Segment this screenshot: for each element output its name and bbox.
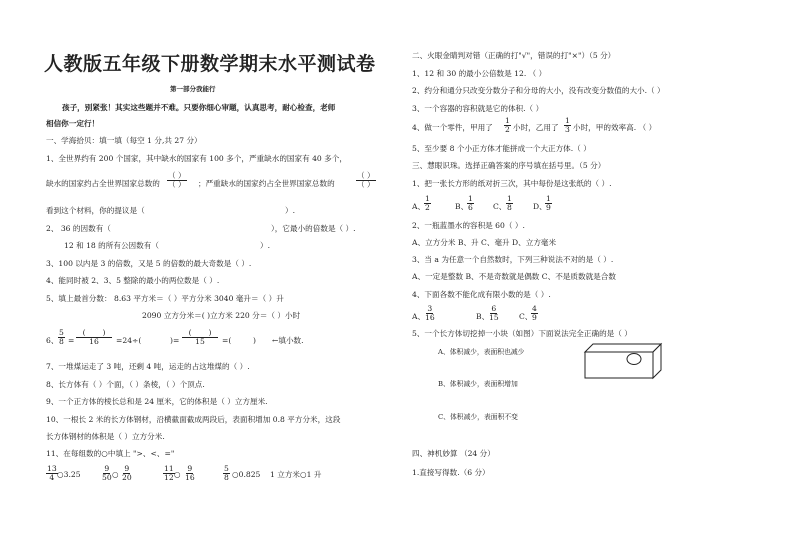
q2-line-b-end: ）. [260, 241, 271, 250]
fraction-5-8: $\frac{5}{8}$ [59, 328, 64, 346]
option-c[interactable]: C、 [493, 202, 507, 211]
choice-4: 4、下面各数不能化成有限小数的是（ ）. [412, 290, 551, 299]
choice-2-options[interactable]: A、立方分米 B、升 C、毫升 D、立方毫米 [412, 238, 557, 247]
judge-4c: 小时，甲的效率高. （ ） [573, 123, 657, 132]
cuboid-figure [583, 342, 663, 380]
part1-heading: 第一部分我能行 [170, 85, 216, 93]
judge-5: 5、至少要 8 个小正方体才能拼成一个大正方体.（ ） [412, 144, 591, 153]
choice-3: 3、当 a 为任意一个自然数时，下列三种说法不对的是（ ）. [412, 255, 614, 264]
option-b-4[interactable]: B、 [476, 312, 490, 321]
blank-fraction[interactable]: ( ) 16 [76, 329, 112, 345]
compare-1[interactable]: ○3.25 [57, 470, 81, 479]
choice-5-a[interactable]: A、体积减少，表面积也减少 [438, 348, 525, 356]
blank-fraction[interactable]: （ ） （ ） [357, 171, 375, 189]
q11: 11、在每组数的○中填上 ">、<、=" [46, 449, 175, 458]
choice-5-b[interactable]: B、体积减少，表面积增加 [438, 380, 518, 388]
section3-heading: 三、慧眼识珠。选择正确答案的序号填在括号里。（5 分） [412, 161, 606, 170]
compare-4[interactable]: ○0.825 [232, 470, 261, 479]
q2-line-a-end: ），它最小的倍数是（ ）. [271, 224, 356, 233]
fraction-11-12: $\frac{11}{12}$ [164, 464, 174, 482]
q5-line-a: 5、填上最首分数： 8.63 平方米＝（ ）平方分米 3040 毫升＝（ ）升 [46, 294, 284, 303]
q6-end: ←填小数. [272, 336, 304, 345]
page-title: 人教版五年级下册数学期末水平测试卷 [44, 53, 376, 75]
section4-heading: 四、神机妙算 （24 分） [412, 449, 495, 458]
fraction-blank-15[interactable]: ( ) 15 [182, 329, 218, 345]
fraction-1-3: $\frac{1}{3}$ [565, 116, 570, 134]
fraction-9-20: $\frac{9}{20}$ [122, 464, 132, 482]
fraction-6-15: $\frac{6}{15}$ [489, 304, 499, 322]
fraction-9-16: $\frac{9}{16}$ [185, 464, 195, 482]
section1-heading: 一、学海拾贝：填一填（每空 1 分,共 27 分） [46, 136, 202, 145]
compare-2[interactable]: ○ [112, 470, 119, 479]
q6-eq1: =24÷( [116, 336, 142, 345]
judge-3: 3、一个容器的容积就是它的体积.（ ） [412, 104, 544, 113]
choice-3-options[interactable]: A、一定是整数 B、不是奇数就是偶数 C、不是质数就是合数 [412, 272, 616, 281]
q6-eq2: )= [170, 336, 180, 345]
q1-line-d: 看到这个材料，你的提议是（ [46, 206, 145, 215]
fraction-4-9: $\frac{4}{9}$ [532, 304, 537, 322]
fraction-1-2-opt: $\frac{1}{2}$ [425, 194, 430, 212]
q7: 7、一堆煤运走了 3 吨，还剩 4 吨，运走的占这堆煤的（ ）. [46, 362, 250, 371]
q9: 9、一个正方体的棱长总和是 24 厘米，它的体积是（ ）立方厘米. [46, 397, 268, 406]
fraction-5-8-b: $\frac{5}{8}$ [224, 464, 229, 482]
choice-5: 5、一个长方体切挖掉一小块（如图）下面说法完全正确的是（ ） [412, 329, 632, 338]
judge-1: 1、12 和 30 的最小公倍数是 12. （ ） [412, 69, 547, 78]
q8: 8、长方体有（ ）个面，（ ）条棱，（ ）个顶点. [46, 380, 205, 389]
q1-line-d-end: ）. [285, 206, 296, 215]
fraction-1-9: $\frac{1}{9}$ [546, 194, 551, 212]
option-a[interactable]: A、 [412, 202, 426, 211]
judge-4a: 4、做一个零件，甲用了 [412, 123, 493, 132]
section4-sub-1: 1.直接写得数.（6 分） [412, 468, 490, 477]
q1-line-b: 缺水的国家约占全世界国家总数的 [46, 179, 160, 188]
option-c-4[interactable]: C、 [519, 312, 533, 321]
q3: 3、100 以内是 3 的倍数，又是 5 的倍数的最大奇数是（ ）. [46, 259, 252, 268]
compare-3[interactable]: ○ [174, 470, 181, 479]
judge-4b: 小时，乙用了 [513, 123, 559, 132]
choice-1: 1、把一张长方形的纸对折三次，其中每份是这张纸的（ ）. [412, 179, 612, 188]
section2-heading: 二、火眼金睛判对错（正确的打"√"，错误的打"×"）（5 分） [412, 51, 616, 60]
intro-line-1: 孩子，别紧张！其实这些题并不难。只要你细心审题，认真思考，耐心检查，老师 [62, 103, 336, 112]
fraction-13-4: $\frac{13}{4}$ [47, 464, 57, 482]
fraction-1-2: $\frac{1}{2}$ [505, 116, 510, 134]
q6-label: 6、 [46, 336, 59, 345]
judge-2: 2、约分和通分只改变分数分子和分母的大小，没有改变分数值的大小.（ ） [412, 86, 665, 95]
q4: 4、能同时被 2、3、5 整除的最小的两位数是（ ）. [46, 276, 220, 285]
compare-5[interactable]: 1 立方米○1 升 [270, 470, 322, 479]
q2-line-b: 12 和 18 的所有公因数有（ [64, 241, 159, 250]
choice-5-c[interactable]: C、体积减少，表面积不变 [438, 413, 518, 421]
fraction-3-16: $\frac{3}{16}$ [425, 304, 435, 322]
blank-fraction[interactable]: （ ） （ ） [168, 171, 186, 189]
intro-line-2: 相信你一定行！ [46, 119, 100, 128]
q1-line-a: 1、全世界约有 200 个国家，其中缺水的国家有 100 多个，严重缺水的国家有 40 多个， [46, 154, 347, 163]
option-a-4[interactable]: A、 [412, 312, 426, 321]
q1-line-c: ；严重缺水的国家约占全世界国家总数的 [198, 179, 335, 188]
q2-line-a: 2、 36 的因数有（ [46, 224, 111, 233]
choice-2: 2、一瓶蓝墨水的容积是 60（ ）. [412, 221, 525, 230]
q5-line-b: 2090 立方分米＝( )立方米 220 分＝（ ）小时 [142, 311, 301, 320]
fraction-1-8: $\frac{1}{8}$ [507, 194, 512, 212]
option-b[interactable]: B、 [455, 202, 469, 211]
q10-line-b: 长方体钢材的体积是（ ）立方分米. [46, 432, 165, 441]
fraction-1-6: $\frac{1}{6}$ [468, 194, 473, 212]
option-d[interactable]: D、 [533, 202, 547, 211]
q10-line-a: 10、一根长 2 米的长方体钢材，沿横截面截成两段后，表面积增加 0.8 平方分米，这段 [46, 415, 341, 424]
fraction-9-50: $\frac{9}{50}$ [102, 464, 112, 482]
